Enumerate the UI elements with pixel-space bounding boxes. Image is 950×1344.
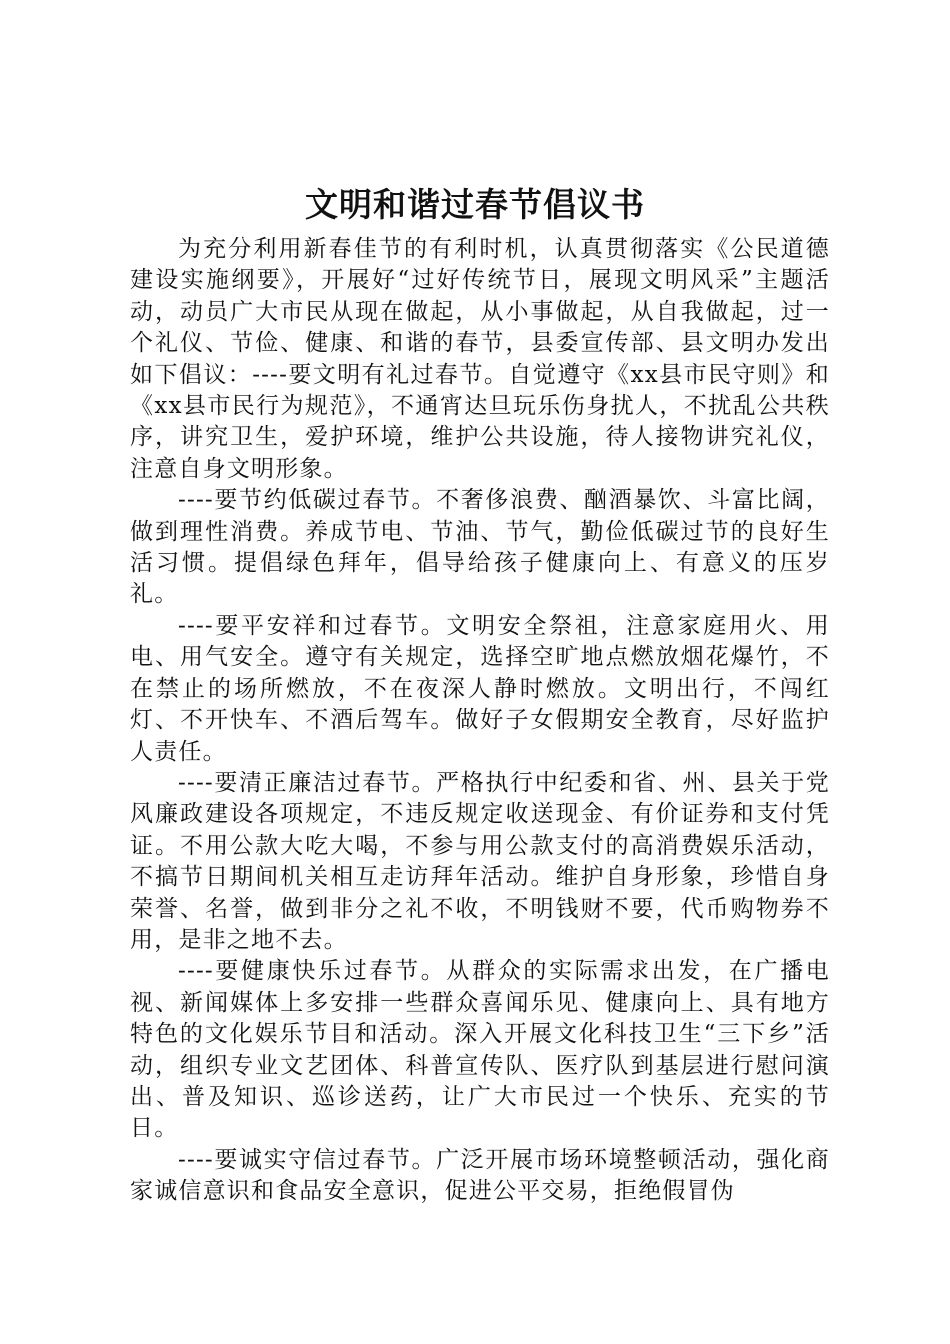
paragraph-clean-integrity: ----要清正廉洁过春节。严格执行中纪委和省、州、县关于党风廉政建设各项规定，不违反规定收送现金、有价证券和支付凭证。不用公款大吃大喝，不参与用公款支付的高消费娱乐活动，不搞节日期间机关相互走访拜年活动。维护自身形象，珍惜自身荣誉、名誉，做到非分之礼不收，不明钱财不要，代币购物券不用，是非之地不去。	[130, 769, 830, 953]
paragraph-safe-peaceful: ----要平安祥和过春节。文明安全祭祖，注意家庭用火、用电、用气安全。遵守有关规定，选择空旷地点燃放烟花爆竹，不在禁止的场所燃放，不在夜深人静时燃放。文明出行，不闯红灯、不开快车、不酒后驾车。做好子女假期安全教育，尽好监护人责任。	[130, 612, 830, 765]
paragraph-honest-trustworthy: ----要诚实守信过春节。广泛开展市场环境整顿活动，强化商家诚信意识和食品安全意识，促进公平交易，拒绝假冒伪	[130, 1146, 830, 1205]
paragraph-intro-civility: 为充分利用新春佳节的有利时机，认真贯彻落实《公民道德建设实施纲要》，开展好“过好传统节日，展现文明风采”主题活动，动员广大市民从现在做起，从小事做起，从自我做起，过一个礼仪、节俭、健康、和谐的春节，县委宣传部、县文明办发出如下倡议：----要文明有礼过春节。自觉遵守《xx县市民守则》和《xx县市民行为规范》，不通宵达旦玩乐伤身扰人，不扰乱公共秩序，讲究卫生，爱护环境，维护公共设施，待人接物讲究礼仪，注意自身文明形象。	[130, 236, 830, 482]
document-body	[130, 234, 830, 1208]
document-title: 文明和谐过春节倡议书	[305, 185, 645, 224]
paragraph-frugal-low-carbon: ----要节约低碳过春节。不奢侈浪费、酗酒暴饮、斗富比阔，做到理性消费。养成节电、节油、节气，勤俭低碳过节的良好生活习惯。提倡绿色拜年，倡导给孩子健康向上、有意义的压岁礼。	[130, 487, 830, 608]
paragraph-healthy-happy: ----要健康快乐过春节。从群众的实际需求出发，在广播电视、新闻媒体上多安排一些群众喜闻乐见、健康向上、具有地方特色的文化娱乐节目和活动。深入开展文化科技卫生“三下乡”活动，组织专业文艺团体、科普宣传队、医疗队到基层进行慰问演出、普及知识、巡诊送药，让广大市民过一个快乐、充实的节日。	[130, 958, 830, 1142]
